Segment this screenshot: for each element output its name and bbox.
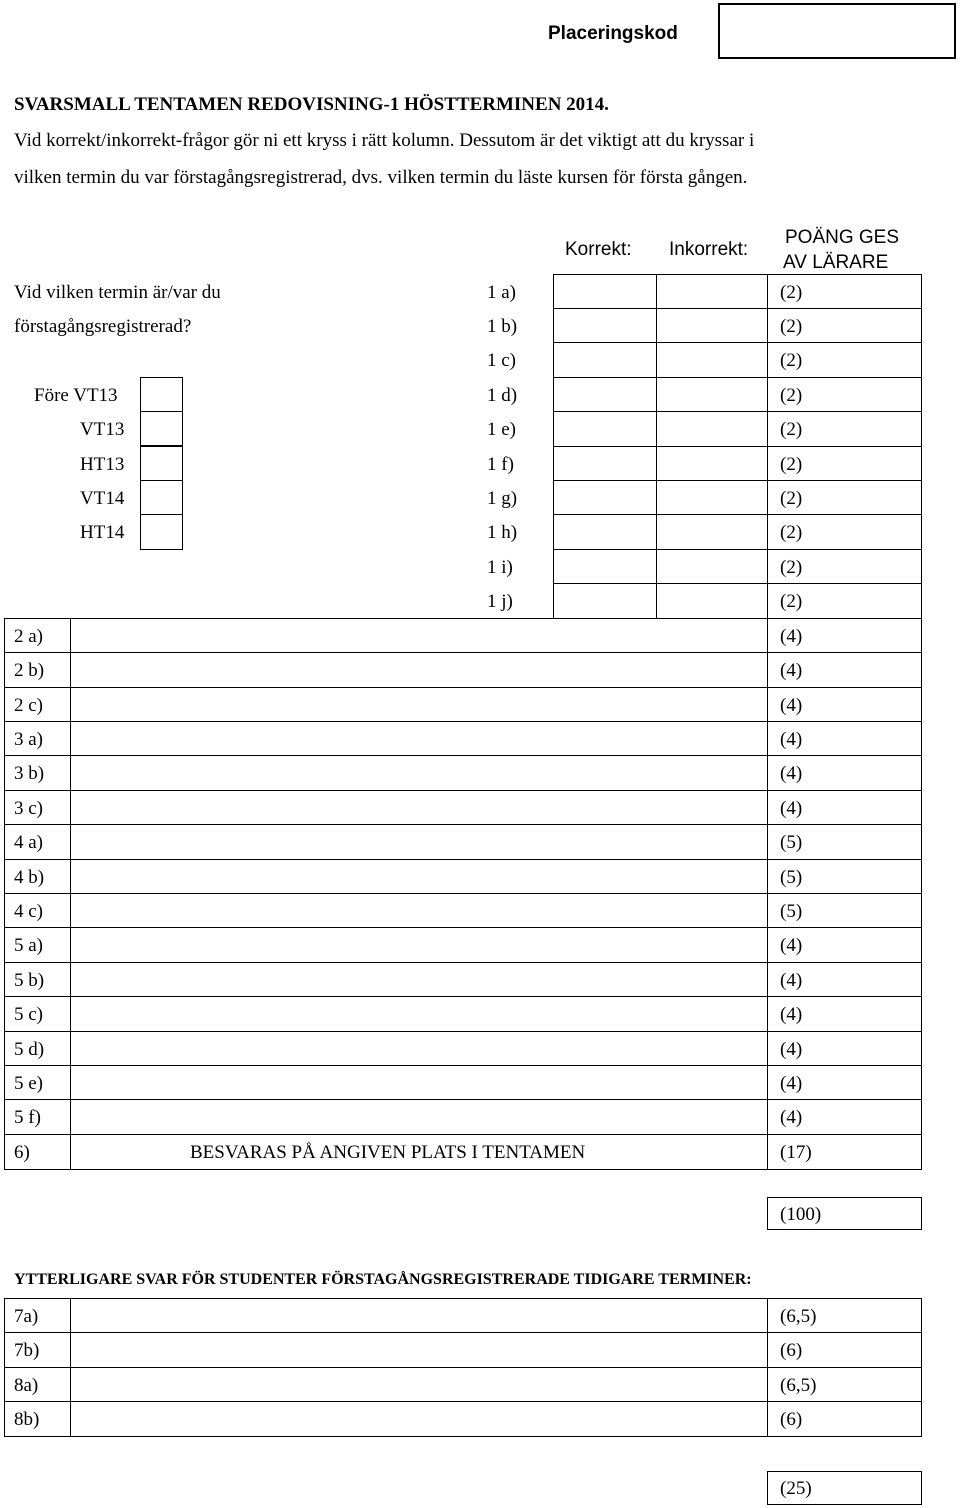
extra-row-points: (6,5) <box>780 1306 817 1327</box>
column-header-points-line-2: AV LÄRARE <box>783 252 889 273</box>
table-row-points: (17) <box>780 1142 812 1163</box>
q1-row-points: (2) <box>780 522 803 543</box>
table-row-points: (4) <box>780 763 803 784</box>
table-row-label: 3 b) <box>14 763 45 784</box>
term-option-label: VT13 <box>80 419 125 440</box>
table-row-label: 3 a) <box>14 729 44 750</box>
total-points-value: (100) <box>780 1204 822 1225</box>
q1-row-label: 1 d) <box>487 385 518 406</box>
extra-row-label: 7b) <box>14 1340 40 1361</box>
extra-row-label: 8a) <box>14 1375 39 1396</box>
q1-row-points: (2) <box>780 488 803 509</box>
table-row-label: 3 c) <box>14 798 44 819</box>
q1-row-points: (2) <box>780 350 803 371</box>
q1-row-points: (2) <box>780 316 803 337</box>
term-checkbox[interactable] <box>140 446 183 481</box>
q1-row-points: (2) <box>780 385 803 406</box>
table-row-label: 2 a) <box>14 626 44 647</box>
table-row-points: (4) <box>780 1073 803 1094</box>
placement-code-box[interactable] <box>718 3 956 59</box>
q1-correct-cell[interactable] <box>554 275 656 308</box>
table-row-label: 5 c) <box>14 1004 44 1025</box>
q1-row-label: 1 e) <box>487 419 517 440</box>
term-option-label: HT14 <box>80 522 125 543</box>
table-row-points: (4) <box>780 970 803 991</box>
instructions-line-1: Vid korrekt/inkorrekt-frågor gör ni ett kryss i rätt kolumn. Dessutom är det viktigt att du kryssar i <box>14 130 755 151</box>
column-header-correct: Korrekt: <box>565 239 632 260</box>
q1-row-label: 1 g) <box>487 488 518 509</box>
q1-row-label: 1 a) <box>487 282 517 303</box>
instructions-line-2: vilken termin du var förstagångsregistrerad, dvs. vilken termin du läste kursen för första gången. <box>14 167 748 188</box>
extra-section-heading: YTTERLIGARE SVAR FÖR STUDENTER FÖRSTAGÅNGSREGISTRERADE TIDIGARE TERMINER: <box>14 1271 752 1288</box>
q1-row-label: 1 i) <box>487 557 513 578</box>
table-row-points: (4) <box>780 695 803 716</box>
table-row-label: 2 b) <box>14 660 45 681</box>
column-header-points-line-1: POÄNG GES <box>785 227 900 248</box>
q1-row-label: 1 h) <box>487 522 518 543</box>
extra-row-points: (6,5) <box>780 1375 817 1396</box>
table-row-points: (5) <box>780 867 803 888</box>
term-option-label: VT14 <box>80 488 125 509</box>
extra-row-points: (6) <box>780 1409 803 1430</box>
table-row-label: 5 a) <box>14 935 44 956</box>
term-question-line-1: Vid vilken termin är/var du <box>14 282 221 303</box>
q1-row-points: (2) <box>780 454 803 475</box>
extra-total-value: (25) <box>780 1478 812 1499</box>
table-row-label: 4 c) <box>14 901 44 922</box>
table-row-points: (5) <box>780 832 803 853</box>
table-row-label: 2 c) <box>14 695 44 716</box>
term-checkbox[interactable] <box>140 480 183 515</box>
placement-code-label: Placeringskod <box>548 23 678 44</box>
q1-row-label: 1 b) <box>487 316 518 337</box>
term-checkbox[interactable] <box>140 411 183 446</box>
table-row-points: (4) <box>780 660 803 681</box>
term-question-line-2: förstagångsregistrerad? <box>14 316 192 337</box>
extra-row-points: (6) <box>780 1340 803 1361</box>
table-row-points: (4) <box>780 1039 803 1060</box>
table-row-label: 6) <box>14 1142 30 1163</box>
term-option-label: Före VT13 <box>34 385 118 406</box>
term-checkbox[interactable] <box>140 377 183 412</box>
table-row-label: 4 b) <box>14 867 45 888</box>
document-title: SVARSMALL TENTAMEN REDOVISNING-1 HÖSTTERMINEN 2014. <box>14 94 609 115</box>
q1-row-label: 1 j) <box>487 591 513 612</box>
table-row-label: 5 d) <box>14 1039 45 1060</box>
q1-row-label: 1 c) <box>487 350 517 371</box>
table-row-points: (4) <box>780 798 803 819</box>
extra-row-label: 8b) <box>14 1409 40 1430</box>
table-row-points: (4) <box>780 935 803 956</box>
table-row-label: 5 e) <box>14 1073 44 1094</box>
term-checkbox[interactable] <box>140 514 183 550</box>
term-option-label: HT13 <box>80 454 125 475</box>
table-row-answer-note: BESVARAS PÅ ANGIVEN PLATS I TENTAMEN <box>190 1142 586 1163</box>
extra-row-label: 7a) <box>14 1306 39 1327</box>
q1-row-points: (2) <box>780 591 803 612</box>
table-row-points: (4) <box>780 729 803 750</box>
q1-row-points: (2) <box>780 557 803 578</box>
q1-row-points: (2) <box>780 419 803 440</box>
table-row-label: 4 a) <box>14 832 44 853</box>
q1-incorrect-cell[interactable] <box>657 275 767 308</box>
table-row-points: (4) <box>780 1004 803 1025</box>
column-header-incorrect: Inkorrekt: <box>669 239 749 260</box>
table-row-label: 5 f) <box>14 1107 41 1128</box>
q1-row-points: (2) <box>780 282 803 303</box>
table-row-points: (4) <box>780 1107 803 1128</box>
q1-row-label: 1 f) <box>487 454 514 475</box>
table-row-label: 5 b) <box>14 970 45 991</box>
table-row-points: (5) <box>780 901 803 922</box>
table-row-points: (4) <box>780 626 803 647</box>
